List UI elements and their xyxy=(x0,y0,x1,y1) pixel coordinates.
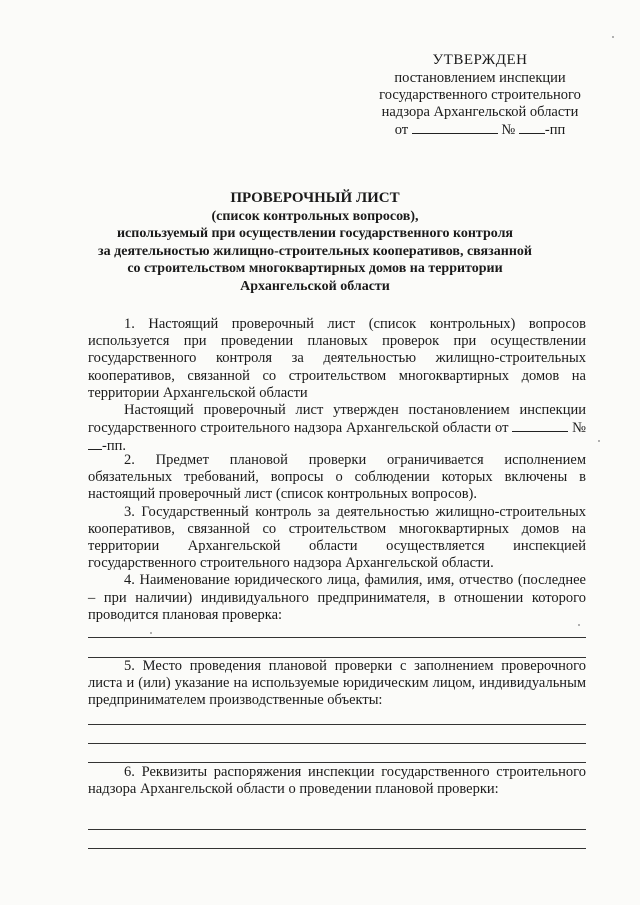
date-blank xyxy=(512,419,568,432)
number-blank xyxy=(88,437,102,450)
section-5 xyxy=(88,658,586,710)
number-suffix: -пп xyxy=(544,122,566,138)
scan-speck xyxy=(598,440,600,442)
title-line: за деятельностью жилищно-строительных кооперативов, связанной xyxy=(98,243,532,259)
number-sign: № xyxy=(572,420,587,437)
title-line: со строительством многоквартирных домов на территории xyxy=(127,261,503,276)
fill-line[interactable] xyxy=(88,724,586,725)
approval-block xyxy=(370,52,590,139)
date-blank xyxy=(412,121,498,134)
from-label: от xyxy=(495,420,509,437)
section-6 xyxy=(88,764,586,798)
paragraph-1b xyxy=(88,402,586,456)
approval-line: постановлением инспекции xyxy=(394,70,566,86)
title-line: ПРОВЕРОЧНЫЙ ЛИСТ xyxy=(230,190,400,206)
from-label: от xyxy=(394,122,409,138)
scan-speck xyxy=(578,624,580,626)
section-1 xyxy=(88,316,586,456)
document-title xyxy=(60,190,570,295)
approval-date-line xyxy=(370,121,590,139)
approval-line: надзора Архангельской области xyxy=(381,104,579,120)
paragraph-6: 6. Реквизиты распоряжения инспекции государственного строительного надзора Архангельской области о проведении плановой проверки: xyxy=(88,764,586,798)
number-blank xyxy=(519,121,545,134)
paragraph-2: 2. Предмет плановой проверки ограничивается исполнением обязательных требований, вопросы о соблюдении которых включены в настоящий проверочный лист (список контрольных вопросов). xyxy=(88,452,586,503)
title-line: (список контрольных вопросов), xyxy=(211,208,419,224)
paragraph-4: 4. Наименование юридического лица, фамилия, имя, отчество (последнее – при наличии) индивидуального предпринимателя, в отношении которого проводится плановая проверка: xyxy=(88,572,586,623)
paragraph-1: 1. Настоящий проверочный лист (список контрольных) вопросов используется при проведении плановых проверок при осуществлении государственного контроля за деятельностью жилищно-строительных кооперативов, связанной со строительством многоквартирных домов на территории Архангельской области xyxy=(88,316,586,401)
paragraph-3: 3. Государственный контроль за деятельностью жилищно-строительных кооперативов, связанной со строительством многоквартирных домов на территории Архангельской области осуществляется инспекцией государственного строительного надзора Архангельской области. xyxy=(88,503,586,572)
paragraph-1b-text: Настоящий проверочный лист утвержден постановлением инспекции государственного строительного надзора Архангельской области xyxy=(88,402,586,437)
fill-line[interactable] xyxy=(88,848,586,849)
title-line: Архангельской области xyxy=(240,278,390,294)
scan-speck xyxy=(150,632,152,634)
approval-heading: УТВЕРЖДЕН xyxy=(432,52,528,68)
number-suffix: -пп. xyxy=(102,438,126,455)
number-sign: № xyxy=(501,122,516,138)
fill-line[interactable] xyxy=(88,637,586,638)
scan-speck xyxy=(612,36,614,38)
paragraph-5: 5. Место проведения плановой проверки с заполнением проверочного листа и (или) указание на используемые юридическим лицом, индивидуальным предпринимателем производственные объекты: xyxy=(88,658,586,709)
fill-line[interactable] xyxy=(88,743,586,744)
fill-line[interactable] xyxy=(88,762,586,763)
title-line: используемый при осуществлении государственного контроля xyxy=(116,226,513,241)
approval-line: государственного строительного xyxy=(379,87,581,103)
section-2-4 xyxy=(88,452,586,624)
fill-line[interactable] xyxy=(88,829,586,830)
